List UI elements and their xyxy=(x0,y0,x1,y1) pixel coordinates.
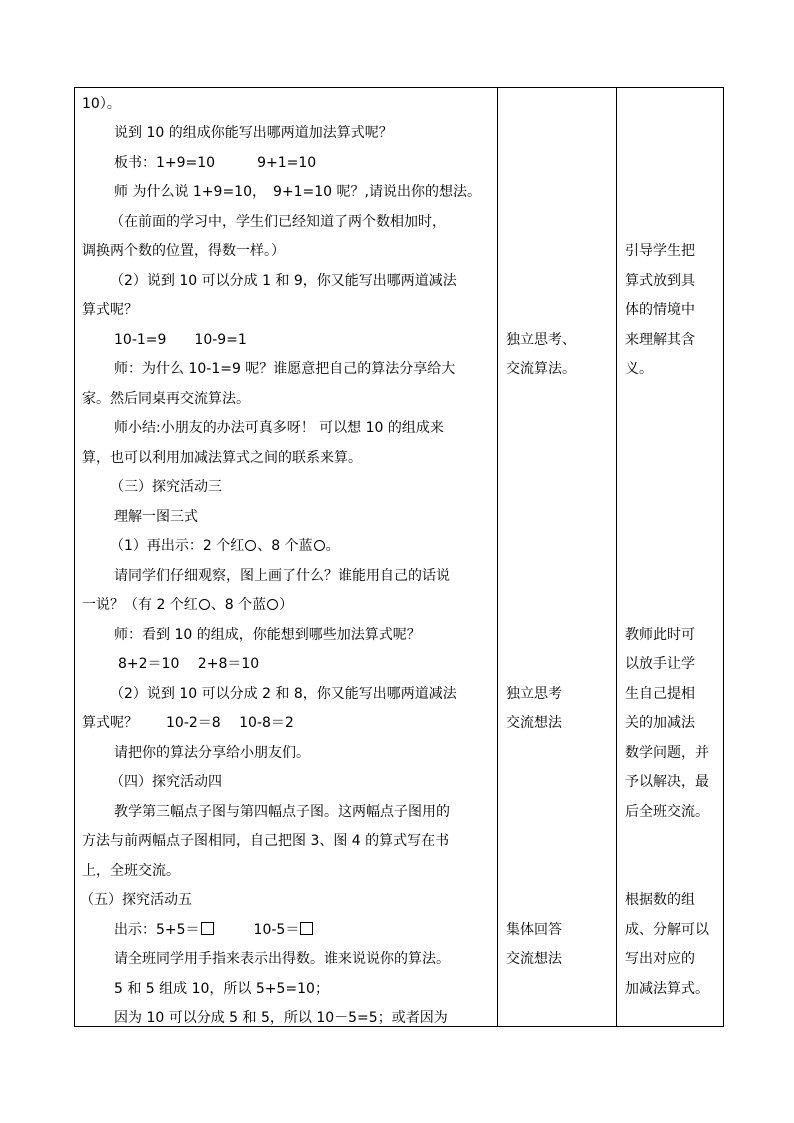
text-line: 理解一图三式 xyxy=(114,509,198,525)
design-intent-text: 予以解决，最 xyxy=(625,774,709,790)
design-intent-text: 根据数的组 xyxy=(625,892,695,908)
lesson-table xyxy=(74,87,724,1027)
student-activity-text: 独立思考 xyxy=(506,686,562,702)
text-line: （2）说到 10 可以分成 1 和 9，你又能写出哪两道减法 xyxy=(110,273,457,289)
text-line xyxy=(110,536,340,556)
text-fragment: 、8 个蓝 xyxy=(257,538,313,554)
text-fragment: 10-5＝ xyxy=(253,922,300,938)
text-line: 10-1=9 10-9=1 xyxy=(114,332,247,348)
red-circle-icon xyxy=(245,540,256,551)
text-line: 师：看到 10 的组成，你能想到哪些加法算式呢？ xyxy=(114,627,421,643)
text-line: 上，全班交流。 xyxy=(82,863,180,879)
text-fragment: （1）再出示：2 个红 xyxy=(110,538,245,554)
text-line: 请同学们仔细观察，图上画了什么？谁能用自己的话说 xyxy=(114,568,450,584)
design-intent-text: 数学问题，并 xyxy=(625,745,709,761)
design-intent-text: 后全班交流。 xyxy=(625,804,709,820)
text-line: 5 和 5 组成 10，所以 5+5=10； xyxy=(114,981,329,997)
text-line: 10）。 xyxy=(82,96,121,112)
design-intent-text: 写出对应的 xyxy=(625,951,695,967)
blue-circle-icon xyxy=(267,599,278,610)
text-fragment: 一说？（有 2 个红 xyxy=(82,597,198,613)
text-line: 调换两个数的位置，得数一样。） xyxy=(82,243,285,259)
text-line: 算式呢？ 10-2＝8 10-8＝2 xyxy=(82,715,294,731)
text-line: 因为 10 可以分成 5 和 5，所以 10－5=5；或者因为 xyxy=(114,1010,448,1026)
student-activity-text: 交流想法 xyxy=(506,951,562,967)
text-line: 说到 10 的组成你能写出哪两道加法算式呢？ xyxy=(114,125,393,141)
design-intent-cell xyxy=(617,87,724,1027)
student-activity-text: 交流算法。 xyxy=(506,361,576,377)
teaching-process-cell xyxy=(74,87,497,1027)
blank-box-icon xyxy=(201,922,214,935)
text-line: 师：为什么 10-1=9 呢？谁愿意把自己的算法分享给大 xyxy=(114,361,456,377)
text-fragment: 、8 个蓝 xyxy=(210,597,267,613)
design-intent-text: 以放手让学 xyxy=(625,656,695,672)
text-line: （2）说到 10 可以分成 2 和 8，你又能写出哪两道减法 xyxy=(110,686,457,702)
student-activity-cell xyxy=(498,87,616,1027)
red-circle-icon xyxy=(199,599,210,610)
text-line: 请把你的算法分享给小朋友们。 xyxy=(114,745,310,761)
student-activity-text: 独立思考、 xyxy=(506,332,576,348)
design-intent-text: 加减法算式。 xyxy=(625,981,709,997)
text-line: 师 为什么说 1+9=10， 9+1=10 呢？,请说出你的想法。 xyxy=(114,184,481,200)
text-line xyxy=(82,595,293,615)
text-line: 方法与前两幅点子图相同，自己把图 3、图 4 的算式写在书 xyxy=(82,833,450,849)
blank-box-icon xyxy=(300,922,313,935)
text-line: 8+2＝10 2+8＝10 xyxy=(118,656,260,672)
design-intent-text: 来理解其含 xyxy=(625,332,695,348)
design-intent-text: 关的加减法 xyxy=(625,715,695,731)
text-line: 板书：1+9=10 9+1=10 xyxy=(114,155,317,171)
student-activity-text: 交流想法 xyxy=(506,715,562,731)
section-heading: （三）探究活动三 xyxy=(110,479,222,495)
text-fragment: ） xyxy=(279,597,294,613)
design-intent-text: 成、分解可以 xyxy=(625,922,709,938)
text-line: 家。然后同桌再交流算法。 xyxy=(82,391,250,407)
design-intent-text: 算式放到具 xyxy=(625,273,695,289)
design-intent-text: 引导学生把 xyxy=(625,243,695,259)
text-line: 算，也可以利用加减法算式之间的联系来算。 xyxy=(82,450,362,466)
text-fragment: 。 xyxy=(325,538,340,554)
design-intent-text: 教师此时可 xyxy=(625,627,695,643)
text-line: 算式呢？ xyxy=(82,302,138,318)
design-intent-text: 生自己提相 xyxy=(625,686,695,702)
text-line xyxy=(114,920,313,940)
blue-circle-icon xyxy=(314,540,325,551)
section-heading: （五）探究活动五 xyxy=(80,892,192,908)
text-line: 教学第三幅点子图与第四幅点子图。这两幅点子图用的 xyxy=(114,804,450,820)
design-intent-text: 义。 xyxy=(625,361,653,377)
student-activity-text: 集体回答 xyxy=(506,922,562,938)
text-line: 请全班同学用手指来表示出得数。谁来说说你的算法。 xyxy=(114,951,450,967)
text-line: （在前面的学习中，学生们已经知道了两个数相加时， xyxy=(110,214,446,230)
text-line: 师小结:小朋友的办法可真多呀！ 可以想 10 的组成来 xyxy=(114,420,444,436)
text-fragment: 出示：5+5＝ xyxy=(114,922,200,938)
design-intent-text: 体的情境中 xyxy=(625,302,695,318)
section-heading: （四）探究活动四 xyxy=(110,774,222,790)
